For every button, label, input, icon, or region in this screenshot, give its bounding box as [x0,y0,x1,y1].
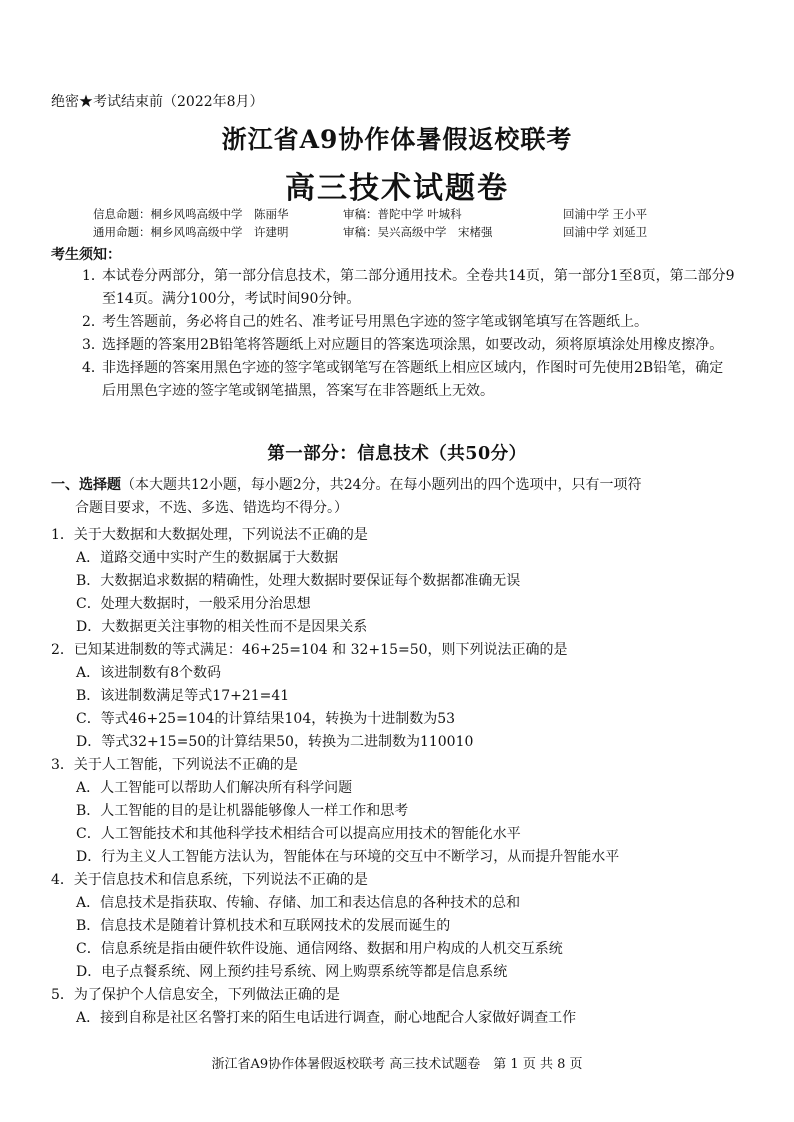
option-c: C．信息系统是指由硬件软件设施、通信网络、数据和用户构成的人机交互系统 [76,941,563,957]
notice-item [82,334,737,357]
question [51,524,751,639]
option-d: D．电子点餐系统、网上预约挂号系统、网上购票系统等都是信息系统 [76,964,508,980]
notice-list [82,265,737,403]
notice-text: 本试卷分两部分，第一部分信息技术，第二部分通用技术。全卷共14页，第一部分1至8页，第二部分9至14页。满分100分，考试时间90分钟。 [102,268,735,307]
notice-item [82,357,737,403]
question [51,869,751,984]
question-stem: 2．已知某进制数的等式满足：46+25=104 和 32+15=50，则下列说法正确的是 [51,642,568,658]
section-desc-line-1: （本大题共12小题，每小题2分，共24分。在每小题列出的四个选项中，只有一项符 [121,477,642,493]
confidential-line: 绝密★考试结束前（2022年8月） [51,94,264,110]
option-c: C．处理大数据时，一般采用分治思想 [76,596,311,612]
option-c: C．等式46+25=104的计算结果104，转换为十进制数为53 [76,711,456,727]
section-label: 一、选择题 [51,477,121,493]
notice-number: 2． [82,314,105,330]
notice-heading: 考生须知： [51,247,121,263]
notice-number: 1． [82,268,105,284]
credit-info-reviewer-2: 回浦中学 王小平 [563,207,648,221]
question [51,984,751,1030]
question-stem: 5．为了保护个人信息安全，下列做法正确的是 [51,987,340,1003]
section-desc-line-2: 合题目要求，不选、多选、错选均不得分。） [75,500,348,516]
notice-number: 4． [82,360,105,376]
credits-row-info [93,205,647,223]
option-b: B．信息技术是随着计算机技术和互联网技术的发展而诞生的 [76,918,451,934]
notice-text: 非选择题的答案用黑色字迹的签字笔或钢笔写在答题纸上相应区域内，作图时可先使用2B铅笔，确定后用黑色字迹的签字笔或钢笔描黑，答案写在非答题纸上无效。 [102,360,724,399]
option-a: A．人工智能可以帮助人们解决所有科学问题 [76,780,353,796]
author-credits [93,205,647,241]
credit-general-reviewer-2: 回浦中学 刘延卫 [563,225,648,239]
question [51,754,751,869]
option-b: B．人工智能的目的是让机器能够像人一样工作和思考 [76,803,409,819]
option-d: D．大数据更关注事物的相关性而不是因果关系 [76,619,368,635]
option-b: B．大数据追求数据的精确性，处理大数据时要保证每个数据都准确无误 [76,573,521,589]
notice-item [82,311,737,334]
option-c: C．人工智能技术和其他科学技术相结合可以提高应用技术的智能化水平 [76,826,521,842]
option-a: A．接到自称是社区名警打来的陌生电话进行调查，耐心地配合人家做好调查工作 [76,1010,577,1026]
option-a: A．信息技术是指获取、传输、存储、加工和表达信息的各种技术的总和 [76,895,521,911]
notice-text: 考生答题前，务必将自己的姓名、准考证号用黑色字迹的签字笔或钢笔填写在答题纸上。 [102,314,648,330]
notice-text: 选择题的答案用2B铅笔将答题纸上对应题目的答案选项涂黑，如要改动，须将原填涂处用橡皮擦净。 [102,337,724,353]
option-a: A．该进制数有8个数码 [76,665,222,681]
option-d: D．行为主义人工智能方法认为，智能体在与环境的交互中不断学习，从而提升智能水平 [76,849,620,865]
notice-item [82,265,737,311]
exam-title: 浙江省A9协作体暑假返校联考 [221,125,573,154]
question-stem: 4．关于信息技术和信息系统，下列说法不正确的是 [51,872,368,888]
option-a: A．道路交通中实时产生的数据属于大数据 [76,550,339,566]
page-footer: 浙江省A9协作体暑假返校联考 高三技术试题卷 第 1 页 共 8 页 [211,1057,583,1072]
credit-info-reviewer-1: 审稿：普陀中学 叶城科 [343,207,462,221]
credit-general-reviewer-1: 审稿：吴兴高级中学 宋楮强 [343,225,493,239]
credits-row-general [93,223,647,241]
question [51,639,751,754]
section-intro [51,474,751,520]
credit-general-setter: 通用命题：桐乡风鸣高级中学 许建明 [93,225,289,239]
question-stem: 3．关于人工智能，下列说法不正确的是 [51,757,298,773]
option-b: B．该进制数满足等式17+21=41 [76,688,290,704]
question-stem: 1．关于大数据和大数据处理，下列说法不正确的是 [51,527,368,543]
notice-number: 3． [82,337,105,353]
question-list [51,524,751,1030]
exam-subtitle: 高三技术试题卷 [285,171,509,206]
credit-info-setter: 信息命题：桐乡风鸣高级中学 陈丽华 [93,207,289,221]
option-d: D．等式32+15=50的计算结果50，转换为二进制数为110010 [76,734,474,750]
part-one-title: 第一部分：信息技术（共50分） [267,444,527,464]
